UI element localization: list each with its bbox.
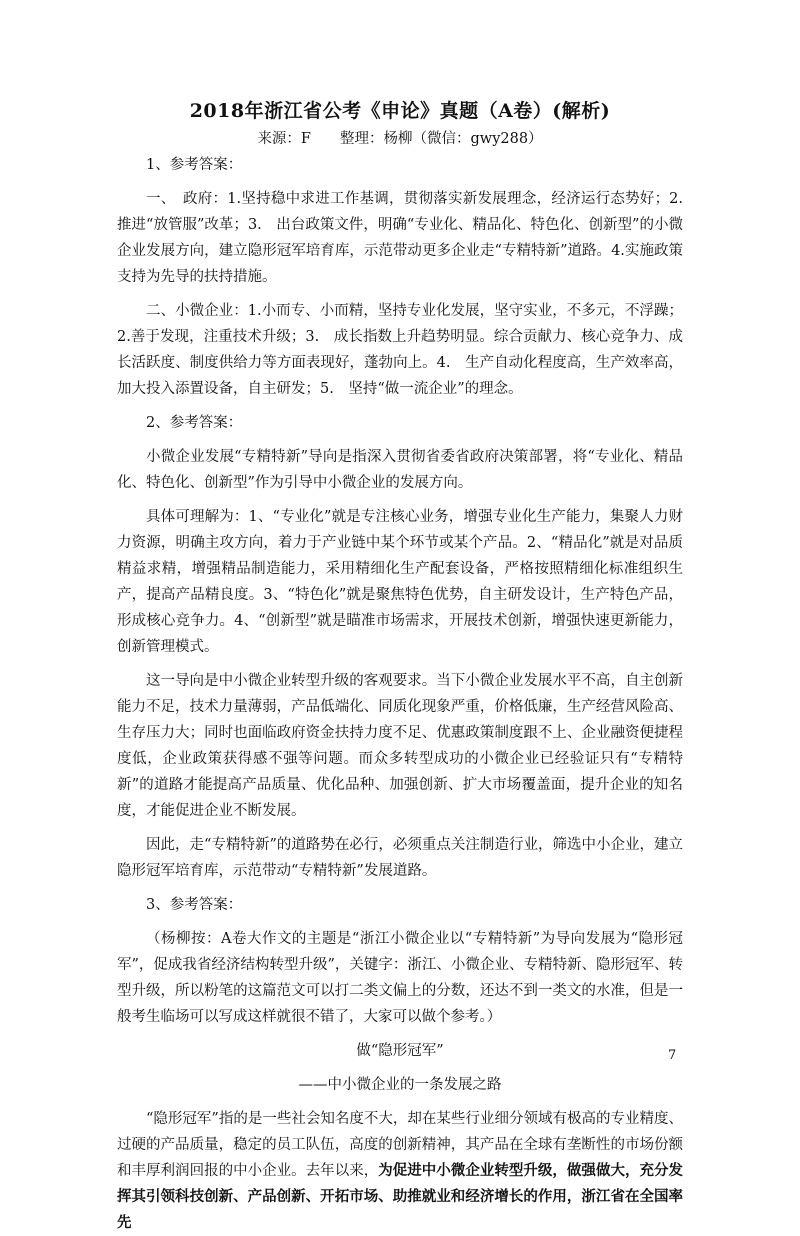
q3-heading: 3、参考答案：: [146, 897, 243, 913]
q1-heading: 1、参考答案：: [146, 157, 243, 173]
q2-paragraph-3: 这一导向是中小微企业转型升级的客观要求。当下小微企业发展水平不高，自主创新能力不足，技术力量薄弱，产品低端化、同质化现象严重，价格低廉，生产经营风险高、生存压力大；同时也面临政府资金扶持力度不足、优惠政策制度跟不上、企业融资便捷程度低，企业政策获得感不强等问题。而众多转型成功的小微企业已经验证只有“专精特新”的道路才能提高产品质量、优化品种、加强创新、扩大市场覆盖面，提升企业的知名度，才能促进企业不断发展。: [117, 673, 683, 819]
essay-subtitle: ——中小微企业的一条发展之路: [298, 1077, 502, 1093]
essay-paragraph-1-bold-text: 为促进中小微企业转型升级，做强做大，充分发挥其引领科技创新、产品创新、开拓市场、助推就业和经济增长的作用，浙江省在全国率先: [117, 1162, 684, 1231]
q1-paragraph-enterprises: 二、小微企业：1.小而专、小而精，坚持专业化发展，坚守实业，不多元，不浮躁；2.善于发现，注重技术升级；3. 成长指数上升趋势明显。综合贡献力、核心竞争力、成长活跃度、制度供给力等方面表现好，蓬勃向上。4. 生产自动化程度高，生产效率高，加大投入添置设备，自主研发；5. 坚持“做一流企业”的理念。: [117, 303, 683, 397]
source-line: 来源：F 整理：杨柳（微信：gwy288）: [257, 131, 543, 147]
essay-paragraph-1: [117, 1106, 683, 1236]
q2-paragraph-2: 具体可理解为：1、“专业化”就是专注核心业务，增强专业化生产能力，集聚人力财力资源，明确主攻方向，着力于产业链中某个环节或某个产品。2、“精品化”就是对品质精益求精，增强精品制造能力，采用精细化生产配套设备，严格按照精细化标准组织生产，提高产品精良度。3、“特色化”就是聚焦特色优势，自主研发设计，生产特色产品，形成核心竞争力。4、“创新型”就是瞄准市场需求，开展技术创新，增强快速更新能力，创新管理模式。: [117, 509, 683, 655]
q1-paragraph-government: 一、 政府：1.坚持稳中求进工作基调，贯彻落实新发展理念，经济运行态势好；2. 推进“放管服”改革；3. 出台政策文件，明确“专业化、精品化、特色化、创新型”的小微企业发展方向，建立隐形冠军培育库，示范带动更多企业走“专精特新”道路。4.实施政策支持为先导的扶持措施。: [117, 191, 698, 285]
q2-paragraph-4: 因此，走“专精特新”的道路势在必行，必须重点关注制造行业，筛选中小企业，建立隐形冠军培育库，示范带动“专精特新”发展道路。: [117, 837, 683, 879]
essay-title: 做“隐形冠军”: [356, 1043, 444, 1059]
document-title: 2018年浙江省公考《申论》真题（A卷）(解析): [189, 100, 611, 122]
q3-editor-note: （杨柳按：A卷大作文的主题是“浙江小微企业以“专精特新”为导向发展为“隐形冠军”，促成我省经济结构转型升级”，关键字：浙江、小微企业、专精特新、隐形冠军、转型升级，所以粉笔的这篇范文可以打二类文偏上的分数，还达不到一类文的水准，但是一般考生临场可以写成这样就很不错了，大家可以做个参考。）: [117, 931, 683, 1025]
essay-paragraph-1-text: “隐形冠军”指的是一些社会知名度不大，却在某些行业细分领域有极高的专业精度、过硬的产品质量，稳定的员工队伍，高度的创新精神，其产品在全球有垄断性的市场份额和丰厚利润回报的中小企业。去年以来，: [117, 1111, 683, 1179]
page-number: 7: [668, 1048, 677, 1063]
q2-paragraph-1: 小微企业发展“专精特新”导向是指深入贯彻省委省政府决策部署，将“专业化、精品化、特色化、创新型”作为引导中小微企业的发展方向。: [117, 449, 683, 491]
q2-heading: 2、参考答案：: [146, 415, 243, 431]
document-body: [117, 152, 698, 1236]
